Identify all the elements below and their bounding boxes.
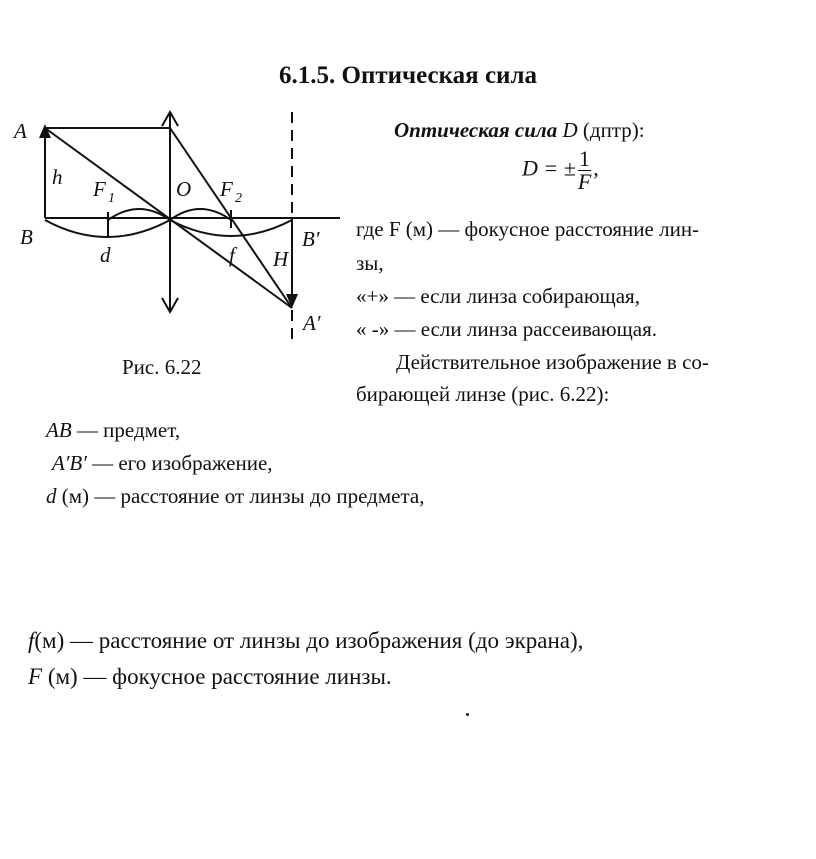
definition-unit: (дптр): bbox=[582, 118, 645, 142]
legend-d-symbol: d bbox=[46, 484, 57, 508]
label-F2-sub: 2 bbox=[235, 191, 242, 206]
label-h: h bbox=[52, 165, 63, 189]
label-B: B bbox=[20, 225, 33, 249]
formula bbox=[522, 148, 599, 193]
label-A: A bbox=[14, 119, 27, 143]
label-B-prime: B′ bbox=[302, 227, 320, 251]
text-line-1: где F (м) — фокусное расстояние лин- bbox=[356, 217, 700, 241]
legend-apbp bbox=[52, 451, 273, 476]
legend-ab-symbol: AB bbox=[46, 418, 72, 442]
definition-symbol: D bbox=[562, 118, 578, 142]
formula-fraction bbox=[578, 148, 591, 193]
text-line-6: бирающей линзе (рис. 6.22): bbox=[356, 382, 610, 406]
bottom-F-symbol: F bbox=[28, 664, 43, 689]
label-f: f bbox=[229, 243, 235, 267]
formula-tail: , bbox=[593, 155, 599, 181]
legend-d bbox=[46, 484, 424, 509]
label-A-prime: A′ bbox=[303, 311, 321, 335]
text-line-4: « -» — если линза рассеивающая. bbox=[356, 317, 658, 341]
legend-ab-text: — предмет, bbox=[71, 418, 181, 442]
bottom-F-line bbox=[28, 664, 392, 690]
label-F2: F bbox=[220, 177, 233, 201]
legend-apbp-symbol: A′B′ bbox=[52, 451, 87, 475]
bottom-f-text: (м) — расстояние от линзы до изображения (до экрана), bbox=[34, 628, 584, 653]
section-title: 6.1.5. Оптическая сила bbox=[279, 62, 537, 89]
formula-lhs: D = ± bbox=[522, 155, 576, 181]
bottom-F-text: (м) — фокусное расстояние линзы. bbox=[42, 664, 392, 689]
definition-line bbox=[394, 118, 645, 143]
label-H: H bbox=[273, 247, 289, 271]
label-F1-sub: 1 bbox=[108, 191, 115, 206]
bottom-f-line bbox=[28, 628, 583, 654]
formula-numerator: 1 bbox=[579, 146, 591, 171]
definition-term: Оптическая сила bbox=[394, 118, 558, 142]
label-d: d bbox=[100, 243, 111, 267]
text-line-3: «+» — если линза собирающая, bbox=[356, 284, 640, 308]
label-F1: F bbox=[93, 177, 106, 201]
figure-caption: Рис. 6.22 bbox=[122, 355, 202, 379]
lens-ray-diagram bbox=[0, 0, 340, 350]
legend-ab bbox=[46, 418, 180, 443]
stray-dot bbox=[466, 713, 469, 716]
text-line-5: Действительное изображение в со- bbox=[396, 350, 709, 374]
label-O: O bbox=[176, 177, 192, 201]
bottom-f-symbol: f bbox=[28, 628, 35, 653]
legend-d-text: (м) — расстояние от линзы до предмета, bbox=[56, 484, 425, 508]
formula-denominator: F bbox=[577, 169, 592, 194]
text-line-2: зы, bbox=[356, 251, 384, 275]
legend-apbp-text: — его изображение, bbox=[86, 451, 273, 475]
